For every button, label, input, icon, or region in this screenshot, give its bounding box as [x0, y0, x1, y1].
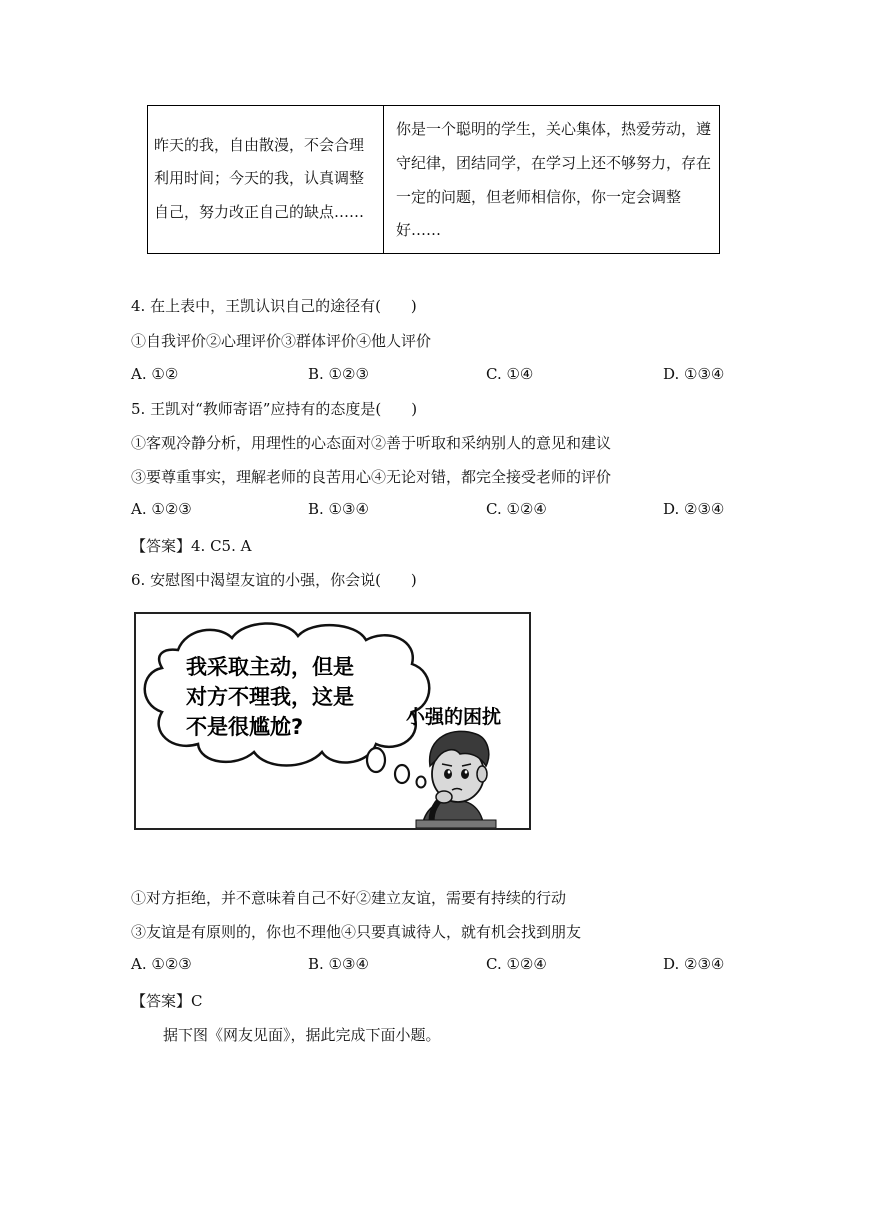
- q6-option-c: C. ①②④: [486, 955, 547, 973]
- cartoon-caption: 小强的困扰: [406, 706, 502, 728]
- q4-option-a: A. ①②: [131, 365, 179, 383]
- bubble-text-line: 我采取主动，但是: [186, 655, 354, 679]
- table-right-line: 你是一个聪明的学生，关心集体，热爱劳动，遵: [396, 120, 712, 138]
- table-left-line: 利用时间；今天的我，认真调整: [154, 169, 365, 187]
- q5-statement-line: ③要尊重事实，理解老师的良苦用心④无论对错，都完全接受老师的评价: [131, 468, 612, 486]
- q5-stem: 5. 王凯对“教师寄语”应持有的态度是( ): [131, 400, 418, 418]
- q6-option-b: B. ①③④: [308, 955, 369, 973]
- table-left-line: 自己，努力改正自己的缺点……: [154, 203, 365, 221]
- table-left-line: 昨天的我，自由散漫，不会合理: [154, 136, 365, 154]
- info-table: [147, 105, 720, 254]
- table-right-line: 守纪律，团结同学，在学习上还不够努力，存在: [396, 154, 712, 172]
- next-section-intro: 据下图《网友见面》，据此完成下面小题。: [163, 1026, 441, 1044]
- q6-stem: 6. 安慰图中渴望友谊的小强，你会说( ): [131, 571, 417, 589]
- q6-option-a: A. ①②③: [131, 955, 192, 973]
- q6-statement-line: ③友谊是有原则的，你也不理他④只要真诚待人，就有机会找到朋友: [131, 923, 582, 941]
- table-right-line: 好……: [396, 221, 442, 239]
- q6-statement-line: ①对方拒绝，并不意味着自己不好②建立友谊，需要有持续的行动: [131, 889, 567, 907]
- q4-stem: 4. 在上表中，王凯认识自己的途径有( ): [131, 297, 417, 315]
- q4-option-c: C. ①④: [486, 365, 534, 383]
- q5-statement-line: ①客观冷静分析，用理性的心态面对②善于听取和采纳别人的意见和建议: [131, 434, 612, 452]
- q4-option-d: D. ①③④: [663, 365, 725, 383]
- q5-option-d: D. ②③④: [663, 500, 725, 518]
- q5-option-a: A. ①②③: [131, 500, 192, 518]
- answer-q6: 【答案】C: [131, 992, 203, 1010]
- answer-q4-q5: 【答案】4. C5. A: [131, 537, 252, 555]
- q4-option-b: B. ①②③: [308, 365, 369, 383]
- table-right-line: 一定的问题，但老师相信你，你一定会调整: [396, 188, 682, 206]
- table-cell-self: [148, 106, 384, 253]
- cartoon-figure: [134, 612, 531, 830]
- q6-option-d: D. ②③④: [663, 955, 725, 973]
- bubble-text-line: 不是很尴尬?: [186, 715, 304, 739]
- q5-option-c: C. ①②④: [486, 500, 547, 518]
- table-cell-teacher: [384, 106, 719, 253]
- q4-statements: ①自我评价②心理评价③群体评价④他人评价: [131, 332, 432, 350]
- q5-option-b: B. ①③④: [308, 500, 369, 518]
- boy-figure: [416, 731, 496, 828]
- bubble-text-line: 对方不理我，这是: [186, 685, 354, 709]
